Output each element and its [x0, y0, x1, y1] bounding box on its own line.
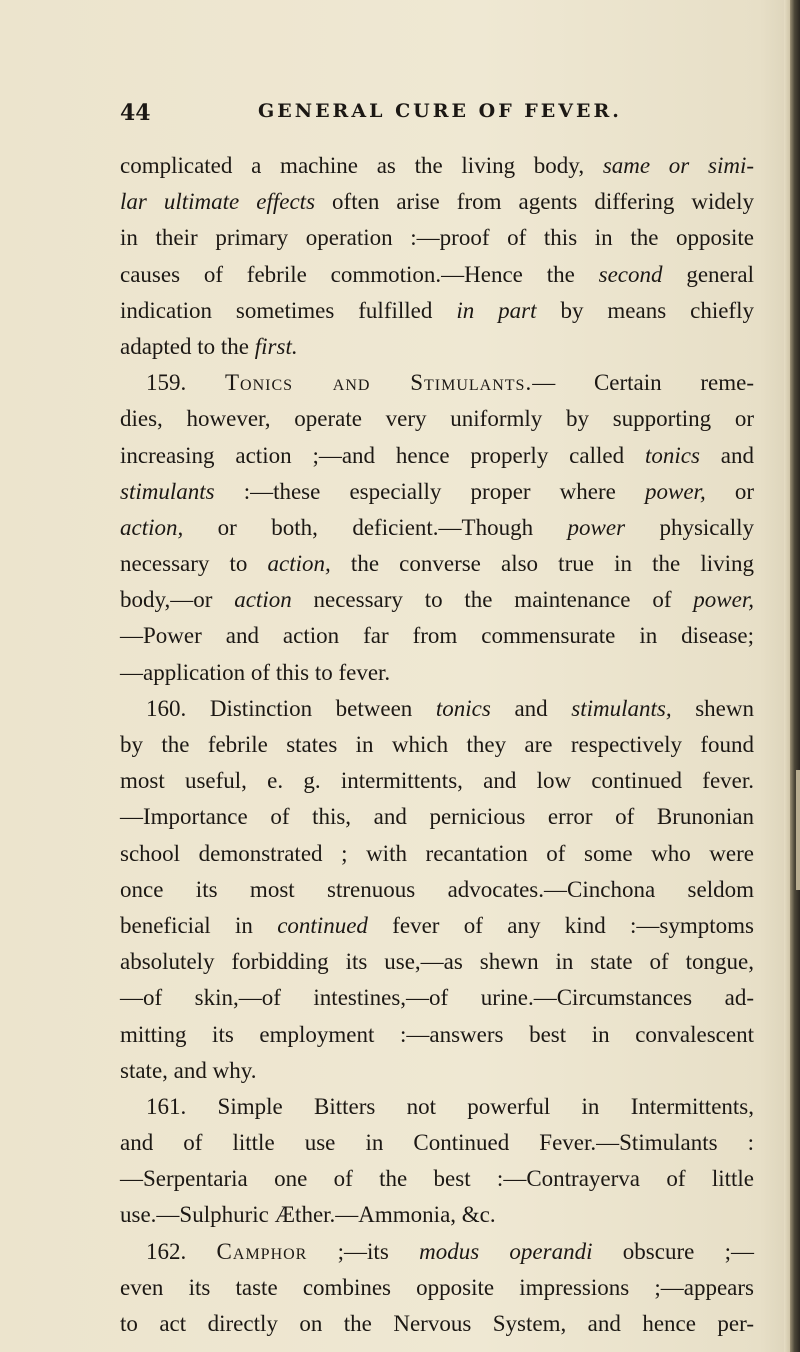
- text-line: indication sometimes fulfilled in part by means chiefly: [120, 297, 754, 323]
- text-line: —of skin,—of intestines,—of urine.—Circumstances ad-: [120, 985, 754, 1011]
- text-line: action, or both, deficient.—Though power physically: [120, 514, 754, 540]
- page-edge-dark: [790, 0, 800, 1352]
- text-line: increasing action ;—and hence properly called tonics and: [120, 442, 754, 468]
- text-line: once its most strenuous advocates.—Cinchona seldom: [120, 876, 754, 902]
- page-header: [120, 100, 760, 134]
- text-line: mitting its employment :—answers best in convalescent: [120, 1021, 754, 1047]
- page-smudge: [796, 770, 800, 890]
- page-number: 44: [120, 100, 151, 126]
- text-line: in their primary operation :—proof of this in the opposite: [120, 225, 754, 251]
- text-line: absolutely forbidding its use,—as shewn in state of tongue,: [120, 949, 754, 975]
- text-line: and of little use in Continued Fever.—Stimulants :: [120, 1130, 754, 1156]
- section-161-heading: 161. Simple Bitters not powerful in Intermittents,: [146, 1093, 754, 1119]
- text-line: even its taste combines opposite impressions ;—appears: [120, 1274, 754, 1300]
- text-line: adapted to the first.: [120, 333, 298, 359]
- text-line: stimulants :—these especially proper where power, or: [120, 478, 754, 504]
- text-line: dies, however, operate very uniformly by supporting or: [120, 406, 754, 432]
- text-line: school demonstrated ; with recantation of some who were: [120, 840, 754, 866]
- section-160-heading: 160. Distinction between tonics and stimulants, shewn: [146, 695, 754, 721]
- text-line: to act directly on the Nervous System, and hence per-: [120, 1311, 754, 1336]
- section-159-heading: 159. Tonics and Stimulants.— Certain reme-: [146, 370, 755, 396]
- text-line: necessary to action, the converse also true in the living: [120, 551, 754, 577]
- body-text: [120, 148, 754, 1342]
- text-line: most useful, e. g. intermittents, and low continued fever.: [120, 768, 754, 794]
- text-line: —Serpentaria one of the best :—Contrayerva of little: [120, 1166, 754, 1192]
- section-162-heading: 162. Camphor ;—its modus operandi obscure ;—: [146, 1238, 754, 1264]
- text-line: body,—or action necessary to the maintenance of power,: [120, 587, 754, 613]
- text-line: use.—Sulphuric Æther.—Ammonia, &c.: [120, 1202, 496, 1228]
- running-head: GENERAL CURE OF FEVER.: [258, 100, 622, 122]
- text-line: —Importance of this, and pernicious error of Brunonian: [120, 804, 754, 830]
- text-line: beneficial in continued fever of any kind :—symptoms: [120, 912, 754, 938]
- text-line: —application of this to fever.: [120, 659, 391, 685]
- text-line: complicated a machine as the living body, same or simi-: [120, 153, 754, 178]
- text-line: lar ultimate effects often arise from agents differing widely: [120, 189, 754, 215]
- text-line: —Power and action far from commensurate in disease;: [120, 623, 754, 649]
- text-line: state, and why.: [120, 1057, 257, 1083]
- text-line: by the febrile states in which they are respectively found: [120, 732, 754, 757]
- text-line: causes of febrile commotion.—Hence the second general: [120, 261, 754, 287]
